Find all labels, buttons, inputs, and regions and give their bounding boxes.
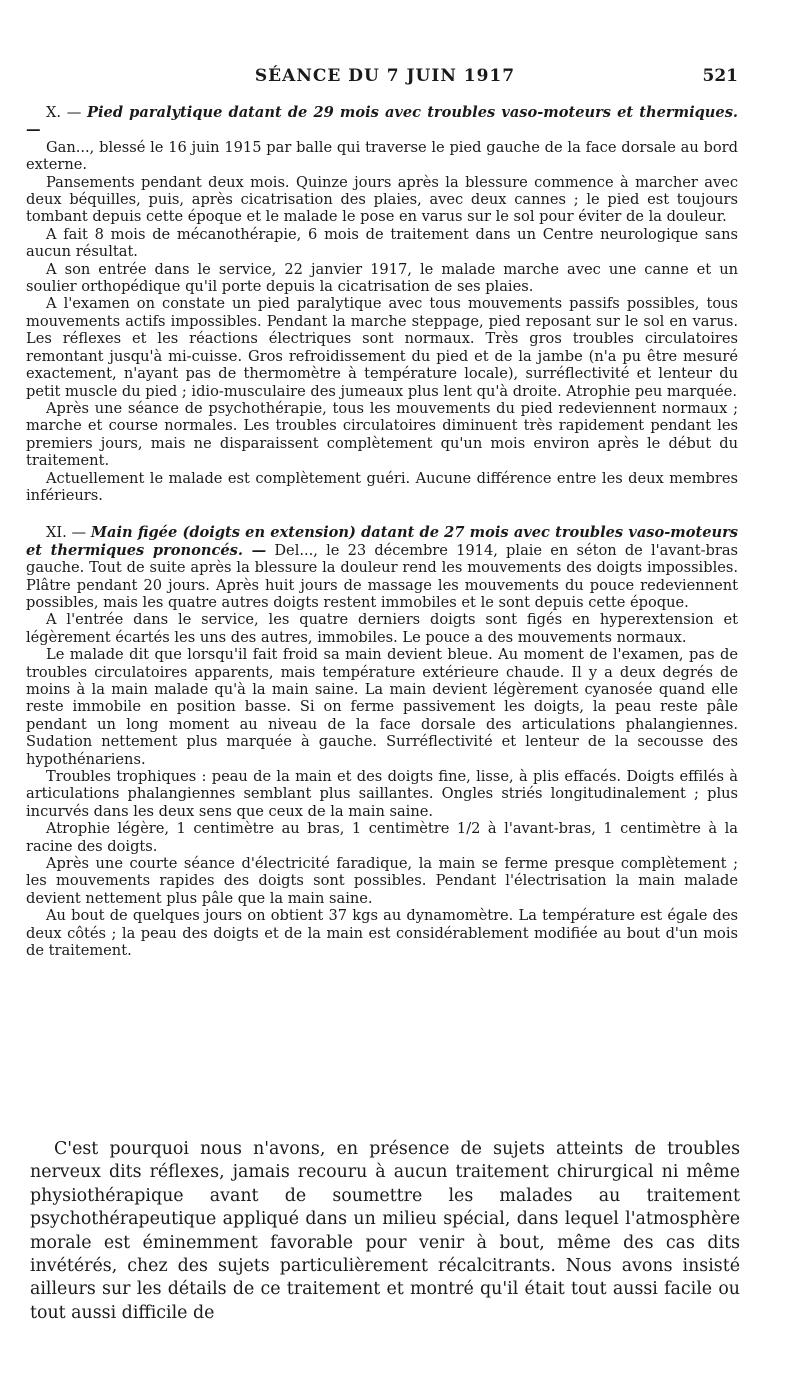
case-x-paragraph: A son entrée dans le service, 22 janvier 1917, le malade marche avec une canne et un soulier orthopédique qu'il porte depuis la cicatrisation de ses plaies. <box>26 260 738 296</box>
closing-section <box>30 1138 740 1325</box>
case-x-number: X. — <box>46 104 82 121</box>
closing-paragraph: C'est pourquoi nous n'avons, en présence de sujets atteints de troubles nerveux dits réflexes, jamais recouru à aucun traitement chirurgical ni même physiothérapique avant de soumettre les malades au traitement psychothérapeutique appliqué dans un milieu spécial, dans lequel l'atmosphère morale est éminemment favorable pour venir à bout, même des cas dits invétérés, chez des sujets particulièrement récalcitrants. Nous avons insisté ailleurs sur les détails de ce traitement et montré qu'il était tout aussi facile ou tout aussi difficile de <box>30 1139 740 1323</box>
case-xi-paragraph: A l'entrée dans le service, les quatre derniers doigts sont figés en hyperextension et légèrement écartés les uns des autres, immobiles. Le pouce a des mouvements normaux. <box>26 611 738 646</box>
case-xi-title: Main figée (doigts en extension) datant de 27 mois avec troubles vaso-moteurs et thermiques prononcés. — <box>26 524 738 559</box>
page-header <box>32 66 738 86</box>
case-xi-intro: Del..., le 23 décembre 1914, plaie en séton de l'avant-bras gauche. Tout de suite après la blessure la douleur rend les mouvements des doigts impossibles. Plâtre pendant 20 jours. Après huit jours de massage les mouvements du pouce redeviennent possibles, mais les quatre autres doigts restent immobiles et le sont depuis cette époque. <box>26 541 739 611</box>
page-number: 521 <box>702 66 738 86</box>
case-xi-paragraph: Après une courte séance d'électricité faradique, la main se ferme presque complètement ; les mouvements rapides des doigts sont possibles. Pendant l'électrisation la main malade devient nettement plus pâle que la main saine. <box>26 855 738 907</box>
case-xi-paragraph: Atrophie légère, 1 centimètre au bras, 1 centimètre 1/2 à l'avant-bras, 1 centimètre à la racine des doigts. <box>26 820 738 855</box>
case-xi-paragraph: Troubles trophiques : peau de la main et des doigts fine, lisse, à plis effacés. Doigts effilés à articulations phalangiennes semblant plus saillantes. Ongles striés longitudinalement ; plus incurvés dans les deux sens que ceux de la main saine. <box>26 768 738 820</box>
case-xi-heading <box>26 524 738 611</box>
case-x-paragraph: Pansements pendant deux mois. Quinze jours après la blessure commence à marcher avec deux béquilles, puis, après cicatrisation des plaies, avec deux cannes ; le pied est toujours tombant depuis cette époque et le malade le pose en varus sur le sol pour éviter de la douleur. <box>26 173 738 226</box>
case-xi-paragraph: Le malade dit que lorsqu'il fait froid sa main devient bleue. Au moment de l'examen, pas de troubles circulatoires apparents, mais température extérieure chaude. Il y a deux degrés de moins à la main malade qu'à la main saine. La main devient légèrement cyanosée quand elle reste immobile en position basse. Si on ferme passivement les doigts, la peau reste pâle pendant un long moment au niveau de la face dorsale des articulations phalangiennes. Sudation nettement plus marquée à gauche. Surréflectivité et lenteur de la secousse des hypothénariens. <box>26 646 738 768</box>
case-x-heading <box>26 104 738 139</box>
case-xi-number: XI. — <box>46 524 87 542</box>
case-x-paragraph: Actuellement le malade est complètement guéri. Aucune différence entre les deux membres inférieurs. <box>26 469 738 504</box>
case-x-paragraph: Après une séance de psychothérapie, tous les mouvements du pied redeviennent normaux ; marche et course normales. Les troubles circulatoires diminuent très rapidement pendant les premiers jours, mais ne disparaissent complètement qu'un mois environ après le début du traitement. <box>26 399 738 470</box>
case-x-paragraph: Gan..., blessé le 16 juin 1915 par balle qui traverse le pied gauche de la face dorsale au bord externe. <box>26 138 738 174</box>
case-x-title: Pied paralytique datant de 29 mois avec troubles vaso-moteurs et thermiques. — <box>26 104 739 139</box>
running-title: SÉANCE DU 7 JUIN 1917 <box>254 66 516 86</box>
case-x-paragraph: A l'examen on constate un pied paralytique avec tous mouvements passifs possibles, tous mouvements actifs impossibles. Pendant la marche steppage, pied reposant sur le sol en varus. Les réflexes et les réactions électriques sont normaux. Très gros troubles circulatoires remontant jusqu'à mi-cuisse. Gros refroidissement du pied et de la jambe (n'a pu être mesuré exactement, n'ayant pas de thermomètre à température locale), surréflectivité et lenteur du petit muscle du pied ; idio-musculaire des jumeaux plus lent qu'à droite. Atrophie peu marquée. <box>26 295 738 400</box>
case-x-paragraph: A fait 8 mois de mécanothérapie, 6 mois de traitement dans un Centre neurologique sans aucun résultat. <box>26 225 738 261</box>
article-body <box>26 104 738 960</box>
case-xi-paragraph: Au bout de quelques jours on obtient 37 kgs au dynamomètre. La température est égale des deux côtés ; la peau des doigts et de la main est considérablement modifiée au bout d'un mois de traitement. <box>26 907 738 960</box>
section-gap <box>26 504 738 524</box>
